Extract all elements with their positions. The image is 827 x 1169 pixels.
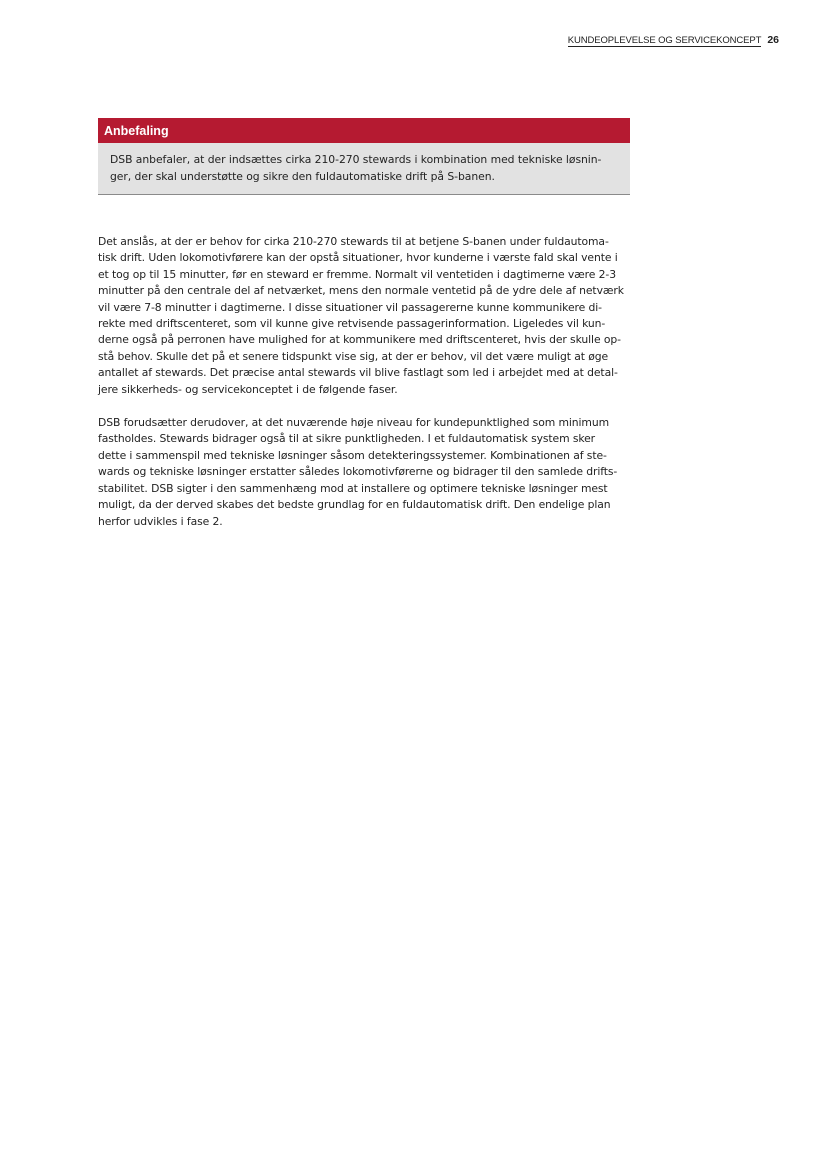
- paragraph-stewards-need: [98, 234, 638, 398]
- text-line: dette i sammenspil med tekniske løsninger såsom detekteringssystemer. Kombinationen af ste-: [98, 448, 607, 462]
- body-text: [98, 234, 638, 547]
- text-line: wards og tekniske løsninger erstatter således lokomotivførerne og bidrager til den samlede drifts-: [98, 465, 618, 479]
- text-line: vil være 7-8 minutter i dagtimerne. I disse situationer vil passagererne kunne kommunikere di-: [98, 300, 602, 314]
- text-line: Det anslås, at der er behov for cirka 210-270 stewards til at betjene S-banen under fuldautoma-: [98, 235, 609, 248]
- text-line: antallet af stewards. Det præcise antal stewards vil blive fastlagt som led i arbejdet med at detal-: [98, 366, 618, 380]
- recommendation-line: ger, der skal understøtte og sikre den fuldautomatiske drift på S-banen.: [110, 170, 495, 183]
- page-header: [568, 34, 779, 48]
- text-line: derne også på perronen have mulighed for at kommunikere med driftscenteret, hvis der skulle op-: [98, 333, 621, 347]
- text-line: stå behov. Skulle det på et senere tidspunkt vise sig, at der er behov, vil det være muligt at øge: [98, 349, 609, 363]
- text-line: herfor udvikles i fase 2.: [98, 514, 223, 528]
- text-line: muligt, da der derved skabes det bedste grundlag for en fuldautomatisk drift. Den endelige plan: [98, 498, 611, 512]
- recommendation-text: [98, 143, 630, 195]
- text-line: rekte med driftscenteret, som vil kunne give retvisende passagerinformation. Ligeledes vil kun-: [98, 317, 606, 331]
- text-line: fastholdes. Stewards bidrager også til at sikre punktligheden. I et fuldautomatisk system sker: [98, 432, 596, 446]
- recommendation-header: [98, 118, 630, 143]
- recommendation-line: DSB anbefaler, at der indsættes cirka 210-270 stewards i kombination med tekniske løsnin-: [110, 153, 602, 166]
- text-line: minutter på den centrale del af netværket, mens den normale ventetid på de ydre dele af netværk: [98, 284, 624, 298]
- text-line: DSB forudsætter derudover, at det nuværende høje niveau for kundepunktlighed som minimum: [98, 416, 610, 430]
- paragraph-punctuality: [98, 415, 638, 530]
- text-line: tisk drift. Uden lokomotivførere kan der opstå situationer, hvor kunderne i værste fald skal vente i: [98, 251, 618, 265]
- text-line: stabilitet. DSB sigter i den sammenhæng mod at installere og optimere tekniske løsninger mest: [98, 481, 608, 495]
- text-line: jere sikkerheds- og servicekonceptet i de følgende faser.: [98, 382, 398, 396]
- recommendation-box: [98, 118, 630, 195]
- recommendation-title: Anbefaling: [104, 123, 169, 138]
- section-title: KUNDEOPLEVELSE OG SERVICEKONCEPT: [567, 35, 762, 46]
- page-number: 26: [767, 34, 779, 46]
- text-line: et tog op til 15 minutter, før en steward er fremme. Normalt vil ventetiden i dagtimerne være 2-3: [98, 267, 616, 281]
